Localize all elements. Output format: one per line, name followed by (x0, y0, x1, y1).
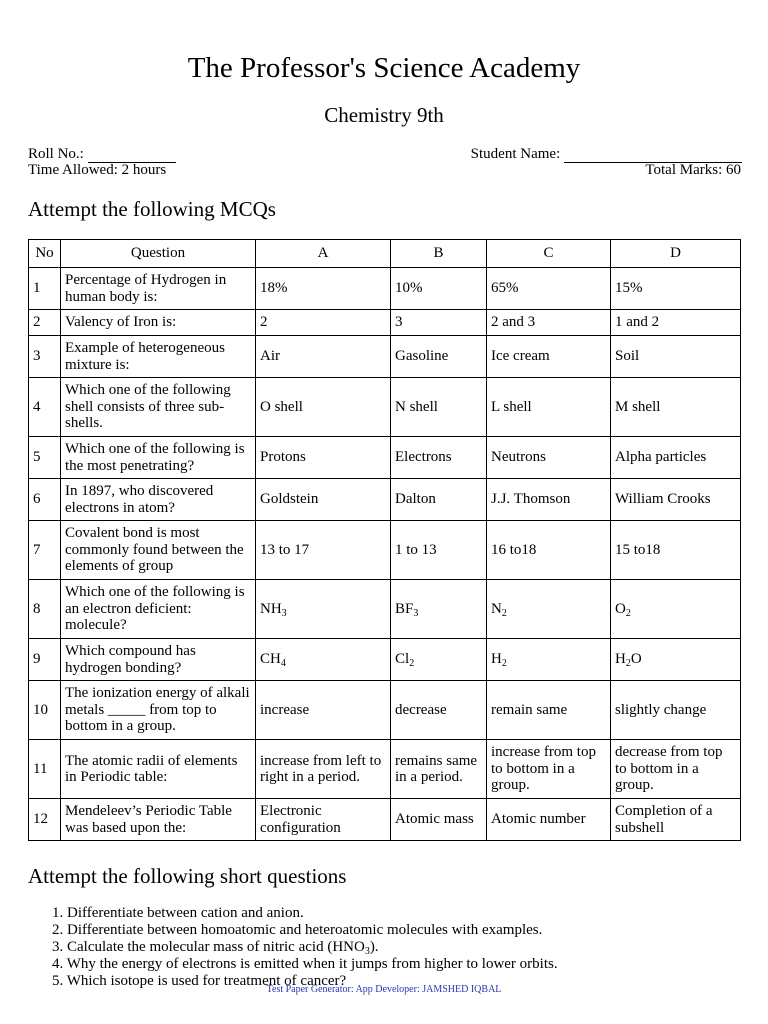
option-c: Neutrons (487, 437, 611, 479)
subject-title: Chemistry 9th (324, 103, 444, 127)
footer-credit: Test Paper Generator: App Developer: JAMSHED IQBAL (266, 984, 502, 995)
table-row (29, 639, 741, 681)
formula-subscript: 2 (501, 607, 507, 619)
option-d: M shell (611, 378, 741, 437)
option-c: L shell (487, 378, 611, 437)
mcq-heading: Attempt the following MCQs (28, 197, 276, 221)
formula-text: BF (395, 600, 414, 617)
question-text: Valency of Iron is: (61, 310, 256, 336)
roll-number-label: Roll No.: (28, 146, 84, 162)
formula-text: CH (260, 651, 281, 668)
short-questions-heading: Attempt the following short questions (28, 864, 347, 888)
option-b: remains same in a period. (391, 740, 487, 799)
question-number: 4 (29, 378, 61, 437)
table-row (29, 799, 741, 841)
option-a: increase (256, 681, 391, 740)
formula-subscript: 2 (501, 658, 507, 670)
roll-number-blank (88, 148, 176, 163)
formula-subscript: 2 (625, 658, 631, 670)
time-allowed: Time Allowed: 2 hours (28, 162, 167, 178)
list-item: 2. Differentiate between homoatomic and heteroatomic molecules with examples. (52, 922, 543, 938)
table-row (29, 268, 741, 310)
formula-text: N (491, 600, 502, 617)
list-item: 4. Why the energy of electrons is emitted when it jumps from higher to lower orbits. (52, 956, 558, 972)
option-b (391, 580, 487, 639)
option-a (256, 580, 391, 639)
option-a: Protons (256, 437, 391, 479)
formula-text: O (615, 600, 626, 617)
option-d: 15 to18 (611, 521, 741, 580)
question-number: 5 (29, 437, 61, 479)
column-header-no: No (29, 240, 61, 268)
option-b: Atomic mass (391, 799, 487, 841)
option-a (256, 639, 391, 681)
column-header-d: D (611, 240, 741, 268)
option-d: decrease from top to bottom in a group. (611, 740, 741, 799)
formula-text: NH (260, 600, 282, 617)
option-b: Gasoline (391, 336, 487, 378)
student-name-blank (564, 148, 742, 163)
question-text: Percentage of Hydrogen in human body is: (61, 268, 256, 310)
option-a: Electronic configuration (256, 799, 391, 841)
option-c: Ice cream (487, 336, 611, 378)
option-d: Alpha particles (611, 437, 741, 479)
option-b: N shell (391, 378, 487, 437)
table-row (29, 479, 741, 521)
question-number: 1 (29, 268, 61, 310)
formula-subscript: 2 (409, 658, 415, 670)
question-text: The atomic radii of elements in Periodic table: (61, 740, 256, 799)
option-d (611, 580, 741, 639)
table-row (29, 437, 741, 479)
column-header-c: C (487, 240, 611, 268)
option-d: William Crooks (611, 479, 741, 521)
formula-subscript: 2 (625, 607, 631, 619)
option-a: 18% (256, 268, 391, 310)
option-b: 10% (391, 268, 487, 310)
question-text: Covalent bond is most commonly found between the elements of group (61, 521, 256, 580)
question-text: The ionization energy of alkali metals _____ from top to bottom in a group. (61, 681, 256, 740)
question-text: Example of heterogeneous mixture is: (61, 336, 256, 378)
question-number: 6 (29, 479, 61, 521)
formula-subscript: 3 (364, 946, 370, 957)
academy-title: The Professor's Science Academy (187, 52, 581, 84)
formula-subscript: 3 (281, 607, 287, 619)
table-row (29, 740, 741, 799)
formula-text: H (615, 651, 626, 668)
question-text: Which one of the following is an electron deficient: molecule? (61, 580, 256, 639)
question-text: Mendeleev’s Periodic Table was based upon the: (61, 799, 256, 841)
option-c: J.J. Thomson (487, 479, 611, 521)
table-row (29, 310, 741, 336)
question-number: 2 (29, 310, 61, 336)
option-d: slightly change (611, 681, 741, 740)
question-text: Which one of the following is the most penetrating? (61, 437, 256, 479)
option-d: Completion of a subshell (611, 799, 741, 841)
option-d: 1 and 2 (611, 310, 741, 336)
question-number: 7 (29, 521, 61, 580)
mcq-table (28, 239, 741, 841)
question-number: 3 (29, 336, 61, 378)
short-questions-list (52, 905, 558, 990)
option-a: Goldstein (256, 479, 391, 521)
option-a: increase from left to right in a period. (256, 740, 391, 799)
table-row (29, 681, 741, 740)
short-question-tail: ). (369, 939, 379, 955)
option-c: 16 to18 (487, 521, 611, 580)
question-number: 12 (29, 799, 61, 841)
option-a: O shell (256, 378, 391, 437)
column-header-a: A (256, 240, 391, 268)
option-b: 3 (391, 310, 487, 336)
option-b (391, 639, 487, 681)
table-row (29, 336, 741, 378)
list-item: 1. Differentiate between cation and anion. (52, 905, 304, 921)
option-a: Air (256, 336, 391, 378)
formula-subscript: 3 (413, 607, 419, 619)
option-b: 1 to 13 (391, 521, 487, 580)
option-b: Electrons (391, 437, 487, 479)
option-d: Soil (611, 336, 741, 378)
option-a: 2 (256, 310, 391, 336)
option-d (611, 639, 741, 681)
option-c: increase from top to bottom in a group. (487, 740, 611, 799)
option-b: decrease (391, 681, 487, 740)
list-item (52, 939, 558, 956)
question-number: 10 (29, 681, 61, 740)
formula-text: Cl (395, 651, 410, 668)
option-a: 13 to 17 (256, 521, 391, 580)
roll-number-field (28, 146, 176, 163)
student-name-field (471, 146, 742, 163)
column-header-question: Question (61, 240, 256, 268)
question-text: Which compound has hydrogen bonding? (61, 639, 256, 681)
short-question-text: 3. Calculate the molecular mass of nitric acid (HNO (52, 939, 365, 955)
table-row (29, 378, 741, 437)
option-c (487, 639, 611, 681)
option-d: 15% (611, 268, 741, 310)
option-b: Dalton (391, 479, 487, 521)
option-c (487, 580, 611, 639)
formula-text: O (630, 651, 642, 668)
total-marks: Total Marks: 60 (645, 162, 741, 178)
column-header-b: B (391, 240, 487, 268)
question-text: Which one of the following shell consists of three sub-shells. (61, 378, 256, 437)
table-row (29, 580, 741, 639)
option-c: remain same (487, 681, 611, 740)
option-c: 2 and 3 (487, 310, 611, 336)
option-c: Atomic number (487, 799, 611, 841)
table-row (29, 521, 741, 580)
formula-text: H (491, 651, 502, 668)
student-name-label: Student Name: (470, 146, 561, 162)
question-number: 9 (29, 639, 61, 681)
question-number: 8 (29, 580, 61, 639)
formula-subscript: 4 (280, 658, 286, 670)
option-c: 65% (487, 268, 611, 310)
question-number: 11 (29, 740, 61, 799)
mcq-header-row (29, 240, 741, 268)
list-item: 5. Which isotope is used for treatment of cancer? (52, 973, 347, 989)
question-text: In 1897, who discovered electrons in atom? (61, 479, 256, 521)
